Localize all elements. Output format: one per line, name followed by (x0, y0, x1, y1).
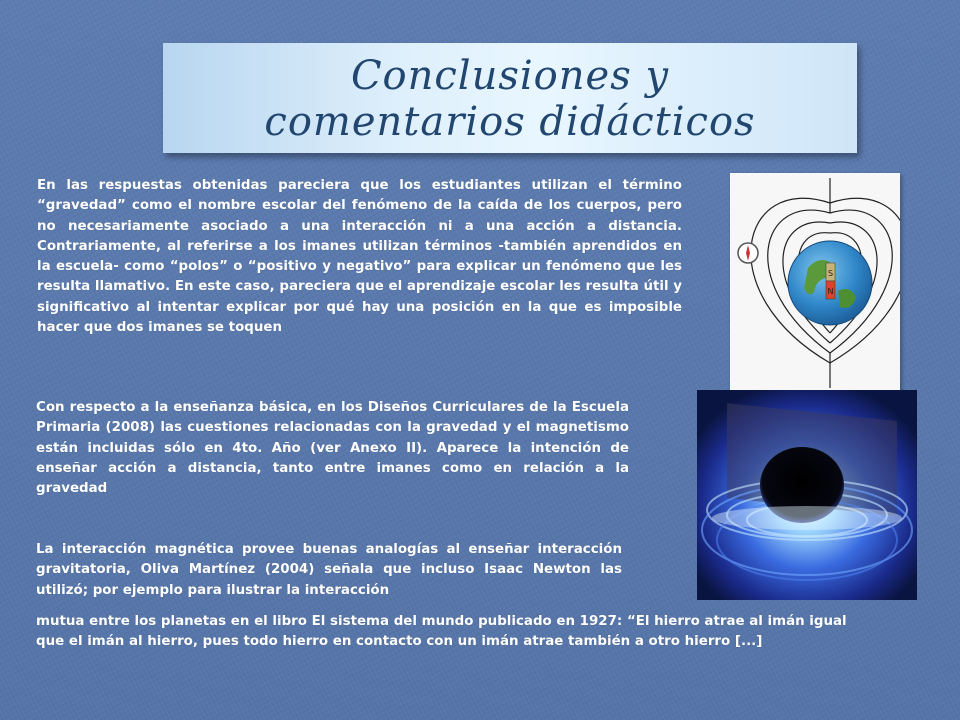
magnet-south-label: S (827, 269, 834, 278)
title-line-1: Conclusiones y (350, 53, 670, 99)
earth-magnetic-field-image (730, 173, 900, 393)
paragraph-gravity-magnets: En las respuestas obtenidas pareciera que los estudiantes utilizan el término “gravedad” como el nombre escolar del fenómeno de la caída de los cuerpos, pero no necesariamente asociado a una interacción ni a una acción a distancia. Contrariamente, al referirse a los imanes utilizan términos -también aprendidos en la escuela- como “polos” o “positivo y negativo” para explicar un fenómeno que les resulta llamativo. En este caso, pareciera que el aprendizaje escolar les resulta útil y significativo al intentar explicar por qué hay una posición en la que es imposible hacer que dos imanes se toquen (37, 178, 682, 336)
black-hole-image (697, 390, 917, 600)
paragraph-newton-quote: mutua entre los planetas en el libro El sistema del mundo publicado en 1927: “El hierro atrae al imán igual que el imán al hierro, pues todo hierro en contacto con un imán atrae también a otro hierro [...] (36, 614, 847, 650)
magnet-north-label: N (827, 287, 834, 296)
paragraph-magnetic-analogy: La interacción magnética provee buenas analogías al enseñar interacción gravitatoria, Oliva Martínez (2004) señala que incluso Isaac Newton las utilizó; por ejemplo para ilustrar la interacción (36, 542, 622, 598)
title-line-2: comentarios didácticos (264, 99, 756, 145)
title-box (163, 43, 857, 153)
paragraph-curriculum: Con respecto a la enseñanza básica, en los Diseños Curriculares de la Escuela Primaria (2008) las cuestiones relacionadas con la gravedad y el magnetismo están incluidas sólo en 4to. Año (ver Anexo II). Aparece la intención de enseñar acción a distancia, tanto entre imanes como en relación a la gravedad (36, 400, 629, 497)
